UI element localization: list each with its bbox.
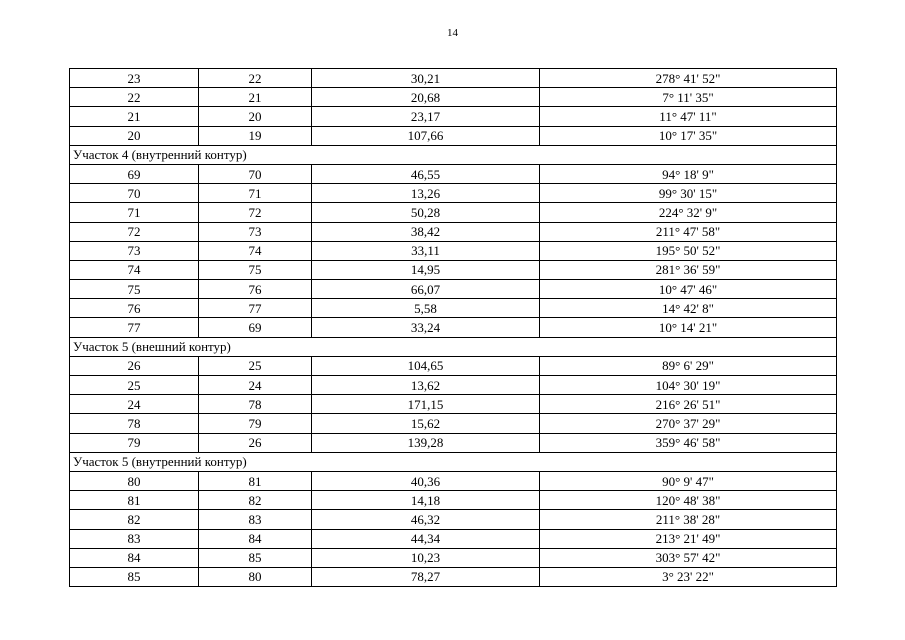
from-point-cell: 79 <box>70 433 199 452</box>
section-title: Участок 5 (внутренний контур) <box>70 452 837 471</box>
table-row <box>70 318 837 337</box>
from-point-cell: 77 <box>70 318 199 337</box>
table-row <box>70 395 837 414</box>
table-row <box>70 433 837 452</box>
angle-cell: 89° 6' 29" <box>540 356 837 375</box>
from-point-cell: 75 <box>70 280 199 299</box>
table-row <box>70 510 837 529</box>
length-cell: 171,15 <box>312 395 540 414</box>
angle-cell: 90° 9' 47" <box>540 471 837 490</box>
angle-cell: 10° 14' 21" <box>540 318 837 337</box>
angle-cell: 211° 47' 58" <box>540 222 837 241</box>
table-row <box>70 184 837 203</box>
from-point-cell: 82 <box>70 510 199 529</box>
from-point-cell: 70 <box>70 184 199 203</box>
to-point-cell: 70 <box>199 164 312 183</box>
table-row <box>70 414 837 433</box>
to-point-cell: 76 <box>199 280 312 299</box>
length-cell: 107,66 <box>312 126 540 145</box>
table-row <box>70 548 837 567</box>
to-point-cell: 83 <box>199 510 312 529</box>
length-cell: 23,17 <box>312 107 540 126</box>
table-row <box>70 529 837 548</box>
angle-cell: 281° 36' 59" <box>540 260 837 279</box>
length-cell: 10,23 <box>312 548 540 567</box>
to-point-cell: 85 <box>199 548 312 567</box>
to-point-cell: 80 <box>199 567 312 586</box>
section-header-row <box>70 452 837 471</box>
survey-table-body <box>70 69 837 587</box>
length-cell: 44,34 <box>312 529 540 548</box>
angle-cell: 7° 11' 35" <box>540 88 837 107</box>
angle-cell: 278° 41' 52" <box>540 69 837 88</box>
angle-cell: 216° 26' 51" <box>540 395 837 414</box>
to-point-cell: 26 <box>199 433 312 452</box>
angle-cell: 11° 47' 11" <box>540 107 837 126</box>
length-cell: 38,42 <box>312 222 540 241</box>
section-title: Участок 5 (внешний контур) <box>70 337 837 356</box>
table-row <box>70 69 837 88</box>
from-point-cell: 69 <box>70 164 199 183</box>
table-row <box>70 88 837 107</box>
length-cell: 14,95 <box>312 260 540 279</box>
to-point-cell: 24 <box>199 376 312 395</box>
angle-cell: 99° 30' 15" <box>540 184 837 203</box>
survey-table <box>69 68 837 587</box>
section-header-row <box>70 337 837 356</box>
angle-cell: 94° 18' 9" <box>540 164 837 183</box>
from-point-cell: 26 <box>70 356 199 375</box>
from-point-cell: 20 <box>70 126 199 145</box>
to-point-cell: 74 <box>199 241 312 260</box>
table-row <box>70 203 837 222</box>
table-row <box>70 260 837 279</box>
angle-cell: 14° 42' 8" <box>540 299 837 318</box>
to-point-cell: 82 <box>199 491 312 510</box>
table-row <box>70 164 837 183</box>
from-point-cell: 74 <box>70 260 199 279</box>
angle-cell: 3° 23' 22" <box>540 567 837 586</box>
angle-cell: 224° 32' 9" <box>540 203 837 222</box>
length-cell: 13,26 <box>312 184 540 203</box>
angle-cell: 10° 17' 35" <box>540 126 837 145</box>
to-point-cell: 73 <box>199 222 312 241</box>
section-title: Участок 4 (внутренний контур) <box>70 145 837 164</box>
table-row <box>70 567 837 586</box>
length-cell: 46,32 <box>312 510 540 529</box>
from-point-cell: 72 <box>70 222 199 241</box>
table-row <box>70 222 837 241</box>
table-row <box>70 356 837 375</box>
angle-cell: 211° 38' 28" <box>540 510 837 529</box>
to-point-cell: 21 <box>199 88 312 107</box>
table-row <box>70 491 837 510</box>
length-cell: 46,55 <box>312 164 540 183</box>
angle-cell: 10° 47' 46" <box>540 280 837 299</box>
table-row <box>70 280 837 299</box>
to-point-cell: 69 <box>199 318 312 337</box>
from-point-cell: 71 <box>70 203 199 222</box>
page-number: 14 <box>447 27 458 39</box>
angle-cell: 359° 46' 58" <box>540 433 837 452</box>
to-point-cell: 79 <box>199 414 312 433</box>
to-point-cell: 20 <box>199 107 312 126</box>
length-cell: 30,21 <box>312 69 540 88</box>
to-point-cell: 78 <box>199 395 312 414</box>
to-point-cell: 77 <box>199 299 312 318</box>
table-row <box>70 376 837 395</box>
angle-cell: 270° 37' 29" <box>540 414 837 433</box>
from-point-cell: 23 <box>70 69 199 88</box>
angle-cell: 195° 50' 52" <box>540 241 837 260</box>
from-point-cell: 80 <box>70 471 199 490</box>
table-row <box>70 107 837 126</box>
from-point-cell: 84 <box>70 548 199 567</box>
length-cell: 66,07 <box>312 280 540 299</box>
length-cell: 104,65 <box>312 356 540 375</box>
to-point-cell: 25 <box>199 356 312 375</box>
to-point-cell: 22 <box>199 69 312 88</box>
from-point-cell: 22 <box>70 88 199 107</box>
length-cell: 15,62 <box>312 414 540 433</box>
from-point-cell: 21 <box>70 107 199 126</box>
to-point-cell: 72 <box>199 203 312 222</box>
table-row <box>70 471 837 490</box>
length-cell: 13,62 <box>312 376 540 395</box>
from-point-cell: 85 <box>70 567 199 586</box>
to-point-cell: 71 <box>199 184 312 203</box>
to-point-cell: 19 <box>199 126 312 145</box>
table-row <box>70 126 837 145</box>
length-cell: 50,28 <box>312 203 540 222</box>
from-point-cell: 24 <box>70 395 199 414</box>
length-cell: 5,58 <box>312 299 540 318</box>
from-point-cell: 73 <box>70 241 199 260</box>
length-cell: 20,68 <box>312 88 540 107</box>
angle-cell: 120° 48' 38" <box>540 491 837 510</box>
length-cell: 139,28 <box>312 433 540 452</box>
from-point-cell: 76 <box>70 299 199 318</box>
from-point-cell: 25 <box>70 376 199 395</box>
from-point-cell: 81 <box>70 491 199 510</box>
angle-cell: 303° 57' 42" <box>540 548 837 567</box>
table-row <box>70 241 837 260</box>
table-row <box>70 299 837 318</box>
length-cell: 78,27 <box>312 567 540 586</box>
to-point-cell: 84 <box>199 529 312 548</box>
length-cell: 33,11 <box>312 241 540 260</box>
to-point-cell: 75 <box>199 260 312 279</box>
angle-cell: 104° 30' 19" <box>540 376 837 395</box>
to-point-cell: 81 <box>199 471 312 490</box>
angle-cell: 213° 21' 49" <box>540 529 837 548</box>
length-cell: 40,36 <box>312 471 540 490</box>
from-point-cell: 78 <box>70 414 199 433</box>
from-point-cell: 83 <box>70 529 199 548</box>
length-cell: 33,24 <box>312 318 540 337</box>
length-cell: 14,18 <box>312 491 540 510</box>
section-header-row <box>70 145 837 164</box>
